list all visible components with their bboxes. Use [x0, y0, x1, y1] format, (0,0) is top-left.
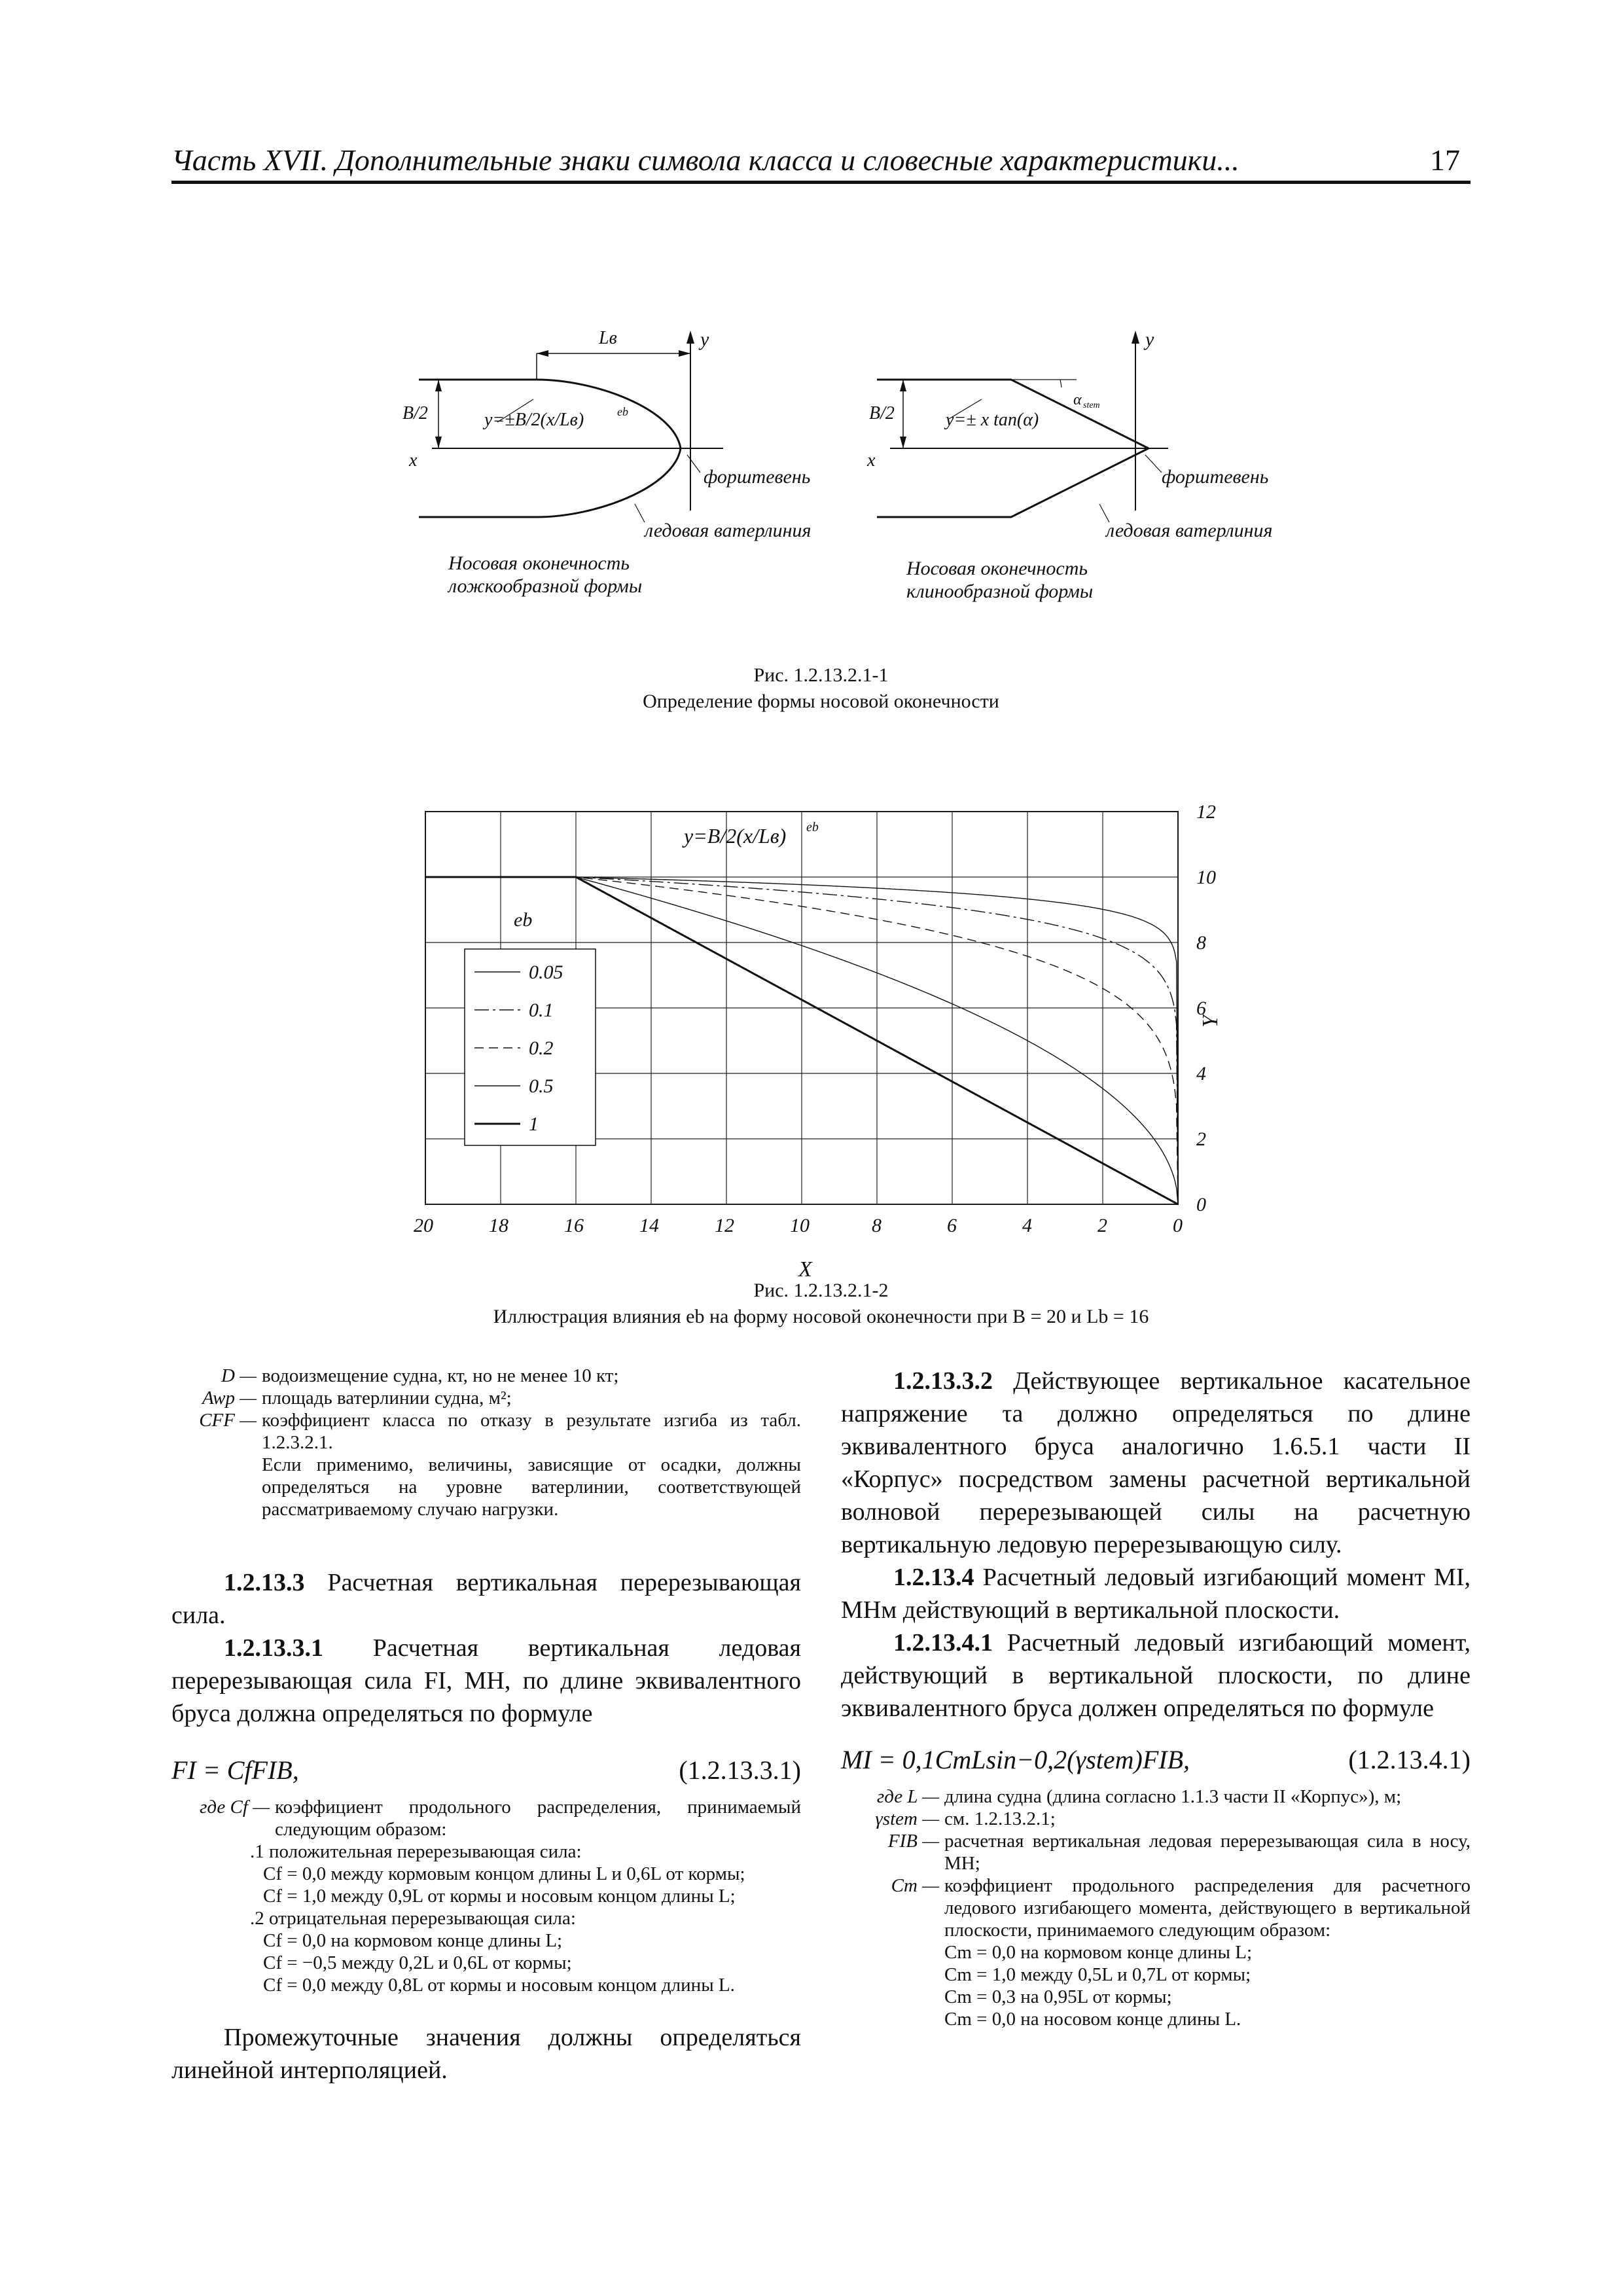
paragraph-1-2-13-3: [171, 1566, 801, 1632]
chart-formula-exp: eb: [806, 820, 819, 834]
caption-right-1: Носовая оконечность: [906, 558, 1088, 579]
def-desc: длина судна (длина согласно 1.1.3 части II «Корпус»), м;: [944, 1786, 1402, 1807]
caption-right-2: клинообразной формы: [906, 581, 1094, 602]
list-item: .2 отрицательная перерезывающая сила:: [250, 1908, 576, 1929]
x-tick-label: 12: [715, 1215, 734, 1236]
def-term: FIB —: [887, 1831, 939, 1852]
x-tick-label: 4: [1022, 1215, 1032, 1236]
para-number: 1.2.13.3.1: [224, 1634, 323, 1662]
eb-influence-chart: [366, 785, 1283, 1296]
chart-xlabel: X: [798, 1257, 812, 1282]
formula-left: y=±B/2(x/Lв): [484, 410, 584, 430]
figure2-caption-title: Иллюстрация влияния eb на форму носовой оконечности при B = 20 и Lb = 16: [493, 1306, 1149, 1327]
right-where: [841, 1785, 1471, 2030]
caption-left-1: Носовая оконечность: [448, 552, 630, 574]
x-tick-label: 10: [790, 1215, 810, 1236]
def-row: [171, 1365, 801, 1387]
formula-left-exp: eb: [617, 405, 628, 418]
formula-number: (1.2.13.4.1): [1348, 1745, 1471, 1774]
waterline-label-right: ледовая ватерлиния: [1106, 520, 1273, 541]
left-column: [171, 1365, 801, 2087]
defs-note: Если применимо, величины, зависящие от осадки, должны определяться на уровне ватерлинии, соответствующей рассматриваемому случаю нагрузки.: [262, 1454, 801, 1520]
legend-label: 0.05: [529, 961, 563, 983]
header-rule: [171, 181, 1471, 184]
list-item: Cm = 0,0 на носовом конце длины L.: [944, 2009, 1241, 2030]
def-term: Cm —: [891, 1875, 939, 1896]
x-label-left: x: [409, 450, 418, 471]
def-term: γstem —: [875, 1808, 939, 1829]
y-tick-label: 6: [1196, 997, 1206, 1019]
list-item: Cm = 0,3 на 0,95L от кормы;: [944, 1986, 1172, 2007]
x-tick-label: 8: [872, 1215, 882, 1236]
chart-ylabel: Y: [1198, 1015, 1222, 1028]
y-tick-labels: [1196, 801, 1216, 1215]
y-arrow-right: [1132, 331, 1139, 344]
x-tick-labels: [414, 1215, 1183, 1236]
x-tick-label: 18: [489, 1215, 508, 1236]
formula-text: FI = CfFIB,: [171, 1755, 299, 1785]
list-item: Cf = 0,0 между 0,8L от кормы и носовым концом длины L.: [263, 1975, 735, 1996]
legend-title: eb: [514, 909, 533, 931]
paragraph-1-2-13-4-1: [841, 1626, 1471, 1725]
y-arrow-left: [687, 331, 694, 344]
para-text: Расчетная вертикальная ледовая перерезывающая сила FI, МН, по длине эквивалентного бруса должна определяться по формуле: [171, 1634, 801, 1727]
x-label-right: x: [867, 450, 876, 471]
def-row: [171, 1409, 801, 1454]
x-tick-label: 2: [1097, 1215, 1107, 1236]
y-tick-label: 0: [1196, 1194, 1206, 1215]
def-desc: водоизмещение судна, кт, но не менее 10 кт;: [262, 1365, 619, 1386]
legend-label: 0.1: [529, 999, 554, 1021]
para-text: Расчетный ледовый изгибающий момент, действующий в вертикальной плоскости, по длине эквивалентного бруса должен определяться по формуле: [841, 1629, 1471, 1722]
where-term: где Cf —: [200, 1797, 270, 1818]
def-term: D —: [221, 1365, 257, 1386]
y-tick-label: 12: [1196, 801, 1216, 823]
stem-label-left: форштевень: [704, 466, 811, 488]
formula-1-2-13-3-1: [171, 1755, 801, 1785]
page-number: 17: [1430, 143, 1460, 177]
figure1-caption-title: Определение формы носовой оконечности: [643, 691, 999, 712]
lb-label: Lв: [599, 328, 617, 348]
left-definitions: [171, 1365, 801, 1520]
legend-label: 1: [529, 1113, 539, 1135]
paragraph-1-2-13-3-1: [171, 1632, 801, 1730]
formula-right: y=± x tan(α): [946, 410, 1039, 430]
y-tick-label: 8: [1196, 932, 1206, 954]
y-label-left: y: [700, 329, 709, 350]
y-tick-label: 10: [1196, 867, 1216, 888]
list-item: Cm = 0,0 на кормовом конце длины L;: [944, 1942, 1253, 1963]
para-text: Расчетный ледовый изгибающий момент MI, МНм действующий в вертикальной плоскости.: [841, 1564, 1471, 1624]
caption-left-2: ложкообразной формы: [448, 575, 643, 597]
b2-label-right: B/2: [869, 403, 895, 423]
formula-1-2-13-4-1: [841, 1744, 1471, 1775]
figure1-caption-number: Рис. 1.2.13.2.1-1: [753, 664, 889, 686]
paragraph-1-2-13-3-2: [841, 1365, 1471, 1561]
final-paragraph: Промежуточные значения должны определяться линейной интерполяцией.: [171, 2024, 801, 2084]
legend-label: 0.5: [529, 1075, 554, 1097]
formula-text: MI = 0,1CmLsin−0,2(γstem)FIB,: [841, 1745, 1190, 1774]
x-tick-label: 0: [1173, 1215, 1183, 1236]
running-header-title: Часть XVII. Дополнительные знаки символа класса и словесные характеристики...: [171, 143, 1240, 177]
x-tick-label: 6: [947, 1215, 957, 1236]
right-column: [841, 1365, 1471, 2030]
def-desc: см. 1.2.13.2.1;: [944, 1808, 1056, 1829]
chart-formula-label: y=B/2(x/Lв): [684, 824, 787, 848]
def-term: CFF —: [199, 1410, 257, 1431]
left-where: [171, 1796, 801, 1996]
stem-label-right: форштевень: [1162, 466, 1269, 488]
def-term: где L —: [876, 1786, 939, 1807]
legend-label: 0.2: [529, 1037, 554, 1059]
alpha-label: α: [1073, 391, 1082, 408]
def-term: Awp —: [202, 1388, 257, 1408]
para-number: 1.2.13.3: [224, 1569, 305, 1596]
formula-number: (1.2.13.3.1): [679, 1755, 801, 1785]
def-desc: коэффициент класса по отказу в результате изгиба из табл. 1.2.3.2.1.: [262, 1410, 801, 1453]
list-item: Cf = 1,0 между 0,9L от кормы и носовым концом длины L;: [263, 1886, 736, 1907]
x-tick-label: 16: [564, 1215, 584, 1236]
cf-list: [171, 1840, 801, 1996]
x-tick-label: 14: [639, 1215, 659, 1236]
waterline-label-left: ледовая ватерлиния: [645, 520, 812, 541]
def-desc: расчетная вертикальная ледовая перерезывающая сила в носу, МН;: [944, 1831, 1471, 1874]
list-item: .1 положительная перерезывающая сила:: [250, 1841, 582, 1862]
y-tick-label: 2: [1196, 1128, 1206, 1150]
def-desc: коэффициент продольного распределения для расчетного ледового изгибающего момента, действующего в вертикальной плоскости, принимаемого следующим образом:: [944, 1875, 1471, 1941]
para-text: Действующее вертикальное касательное напряжение τa должно определяться по длине эквивалентного бруса аналогично 1.6.5.1 части II «Корпус» посредством замены расчетной вертикальной волновой перерезывающей силы на расчетную вертикальную ледовую перерезывающую силу.: [841, 1367, 1471, 1558]
where-desc: коэффициент продольного распределения, принимаемый следующим образом:: [275, 1797, 801, 1840]
y-label-right: y: [1145, 329, 1154, 350]
b2-label-left: B/2: [402, 403, 428, 423]
def-row: [171, 1387, 801, 1409]
para-number: 1.2.13.4: [893, 1564, 974, 1591]
list-item: Cm = 1,0 между 0,5L и 0,7L от кормы;: [944, 1964, 1251, 1985]
para-number: 1.2.13.3.2: [893, 1367, 993, 1395]
paragraph-1-2-13-4: [841, 1561, 1471, 1626]
wedge-bow-diagram: [866, 329, 1272, 602]
x-tick-label: 20: [414, 1215, 433, 1236]
y-tick-label: 4: [1196, 1063, 1206, 1085]
alpha-sub: stem: [1083, 401, 1100, 410]
para-text: Расчетная вертикальная перерезывающая сила.: [171, 1569, 801, 1629]
list-item: Cf = 0,0 между кормовым концом длины L и 0,6L от кормы;: [263, 1863, 745, 1884]
spoon-bow-diagram: [402, 328, 811, 597]
cm-list: [841, 1941, 1471, 2030]
def-desc: площадь ватерлинии судна, м²;: [262, 1388, 512, 1408]
figure-bow-shapes: [366, 314, 1309, 622]
figure2-caption-number: Рис. 1.2.13.2.1-2: [753, 1280, 889, 1301]
list-item: Cf = 0,0 на кормовом конце длины L;: [263, 1930, 563, 1951]
list-item: Cf = −0,5 между 0,2L и 0,6L от кормы;: [263, 1952, 572, 1973]
para-number: 1.2.13.4.1: [893, 1629, 993, 1657]
